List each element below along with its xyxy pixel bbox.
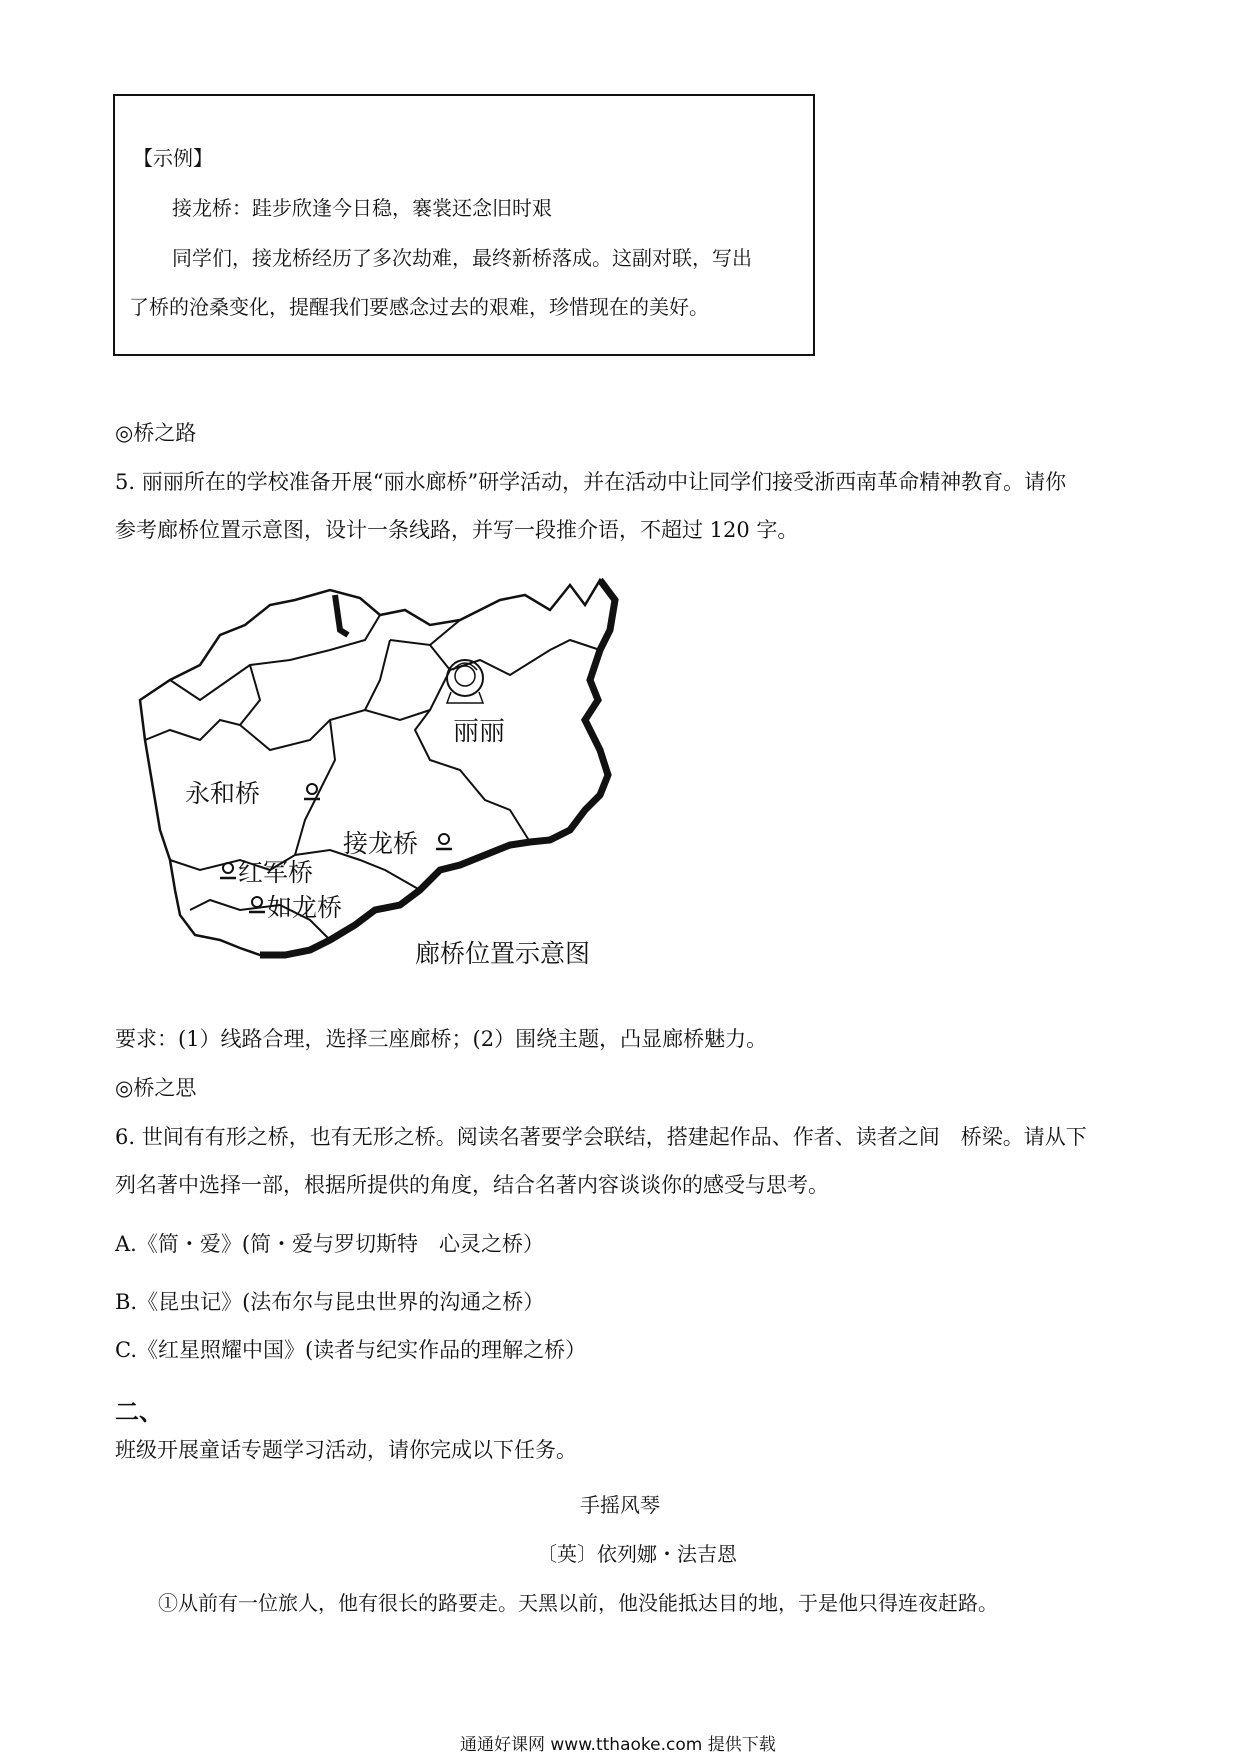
option-b: B.《昆虫记》(法布尔与昆虫世界的沟通之桥） xyxy=(115,1290,545,1314)
example-explanation-line1: 同学们，接龙桥经历了多次劫难，最终新桥落成。这副对联，写出 xyxy=(172,246,752,270)
bridge-label-hongjun: 红军桥 xyxy=(238,858,314,887)
girl-avatar-icon xyxy=(447,660,483,703)
story-title: 手摇风琴 xyxy=(580,1493,660,1517)
option-a: A.《简・爱》(简・爱与罗切斯特 心灵之桥） xyxy=(115,1232,545,1256)
class-activity-text: 班级开展童话专题学习活动，请你完成以下任务。 xyxy=(115,1438,577,1462)
bridge-label-rulong: 如龙桥 xyxy=(267,893,343,922)
bridge-location-map xyxy=(130,570,690,990)
example-title: 【示例】 xyxy=(133,146,213,170)
example-explanation-line2: 了桥的沧桑变化，提醒我们要感念过去的艰难，珍惜现在的美好。 xyxy=(129,295,709,319)
part-two-heading: 二、 xyxy=(115,1397,163,1426)
person-label: 丽丽 xyxy=(453,717,506,747)
requirement-text: 要求：(1）线路合理，选择三座廊桥；(2）围绕主题，凸显廊桥魅力。 xyxy=(115,1027,768,1051)
map-pin-icon xyxy=(249,897,265,912)
question-5-line2: 参考廊桥位置示意图，设计一条线路，并写一段推介语，不超过 120 字。 xyxy=(115,518,799,542)
section-road-heading: ◎桥之路 xyxy=(115,421,197,445)
map-outline xyxy=(140,580,615,955)
story-paragraph-1: ①从前有一位旅人，他有很长的路要走。天黑以前，他没能抵达目的地，于是他只得连夜赶路。 xyxy=(158,1591,998,1615)
map-caption: 廊桥位置示意图 xyxy=(415,939,591,968)
bridge-label-yonghe: 永和桥 xyxy=(185,779,261,808)
story-author: 〔英〕依列娜・法吉恩 xyxy=(537,1542,737,1566)
example-couplet: 接龙桥：跬步欣逢今日稳，褰裳还念旧时艰 xyxy=(172,196,552,220)
section-think-heading: ◎桥之思 xyxy=(115,1076,197,1100)
map-pin-icon xyxy=(436,834,452,849)
question-6-line2: 列名著中选择一部，根据所提供的角度，结合名著内容谈谈你的感受与思考。 xyxy=(115,1173,829,1197)
option-c: C.《红星照耀中国》(读者与纪实作品的理解之桥） xyxy=(115,1338,587,1362)
page-footer: 通通好课网 www.tthaoke.com 提供下载 xyxy=(460,1735,776,1755)
question-6-line1: 6. 世间有有形之桥，也有无形之桥。阅读名著要学会联结，搭建起作品、作者、读者之间 桥梁。请从下 xyxy=(115,1125,1087,1149)
bridge-label-jielong: 接龙桥 xyxy=(343,829,419,858)
question-5-line1: 5. 丽丽所在的学校准备开展“丽水廊桥”研学活动，并在活动中让同学们接受浙西南革命精神教育。请你 xyxy=(115,470,1067,494)
